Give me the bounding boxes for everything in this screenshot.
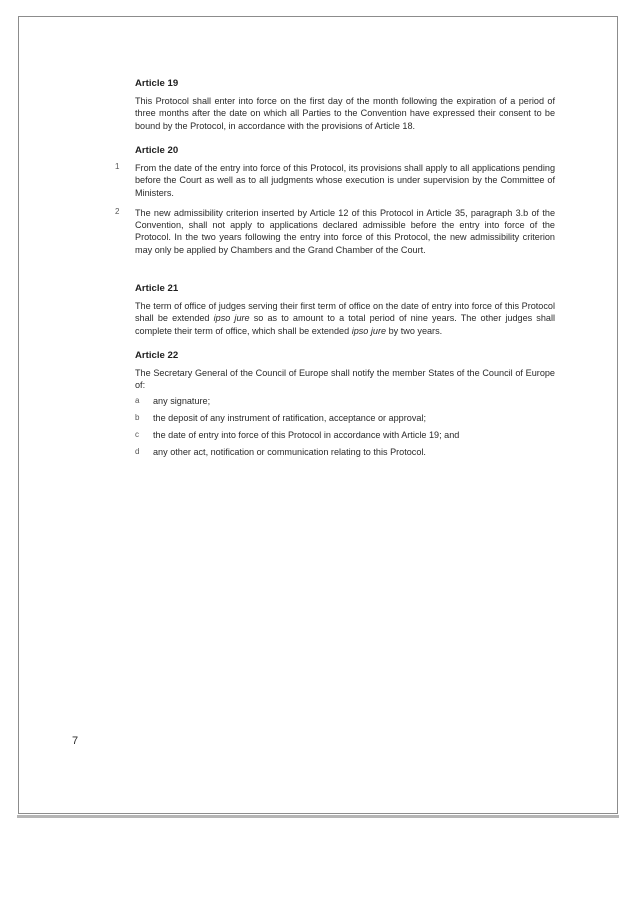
list-text: the date of entry into force of this Protocol in accordance with Article 19; and [153,430,460,441]
list-letter: b [135,412,140,422]
article-21-text-3: by two years. [386,325,443,336]
list-letter: c [135,430,139,440]
list-item [135,429,555,441]
list-letter: a [135,395,140,405]
list-text: any signature; [153,395,211,406]
article-19-body: This Protocol shall enter into force on the first day of the month following the expiration of a period of three months after the date on which all Parties to the Convention have expressed their consent to be bound by the Protocol, in accordance with the provisions of Article 18. [135,96,555,131]
article-21-italic-1: ipso jure [213,313,250,324]
paragraph-number: 1 [115,162,120,171]
article-21-heading: Article 21 [135,283,179,294]
article-21-italic-2: ipso jure [351,325,387,336]
list-item [135,395,555,407]
article-20 [115,145,555,264]
list-letter: d [135,447,140,457]
article-20-paragraph-1 [115,162,555,199]
article-22-intro: The Secretary General of the Council of Europe shall notify the member States of the Council of Europe of: [135,368,555,391]
list-item [135,446,555,458]
list-item [135,412,555,424]
article-21-body [135,300,555,337]
list-text: the deposit of any instrument of ratification, acceptance or approval; [153,412,426,423]
article-20-paragraph-2 [115,206,555,256]
article-21-text-1: The term of office of judges serving their first term of office on the date of entry into force of this Protocol shall be extended [135,301,555,324]
list-text: any other act, notification or communication relating to this Protocol. [153,447,426,458]
article-20-heading: Article 20 [135,145,179,156]
article-21 [135,283,555,337]
paragraph-text: The new admissibility criterion inserted by Article 12 of this Protocol in Article 35, paragraph 3.b of the Convention, shall not apply to applications declared admissible before the entry into force of the Protocol. In the two years following the entry into force of this Protocol, the new admissibility criterion may only be applied by Chambers and the Grand Chamber of the Court. [135,207,555,255]
paragraph-number: 2 [115,206,120,216]
paragraph-text: From the date of the entry into force of this Protocol, its provisions shall apply to all applications pending before the Court as well as to all judgments whose execution is under supervision by the Committee of Ministers. [135,163,555,198]
article-19-heading: Article 19 [135,78,179,89]
page-number: 7 [72,735,79,747]
article-22-heading: Article 22 [135,350,179,361]
article-22 [135,350,555,464]
article-19 [135,78,555,132]
article-21-text-2: so as to amount to a total period of nine years. The other judges shall complete their term of office, which shall be extended [135,313,556,336]
